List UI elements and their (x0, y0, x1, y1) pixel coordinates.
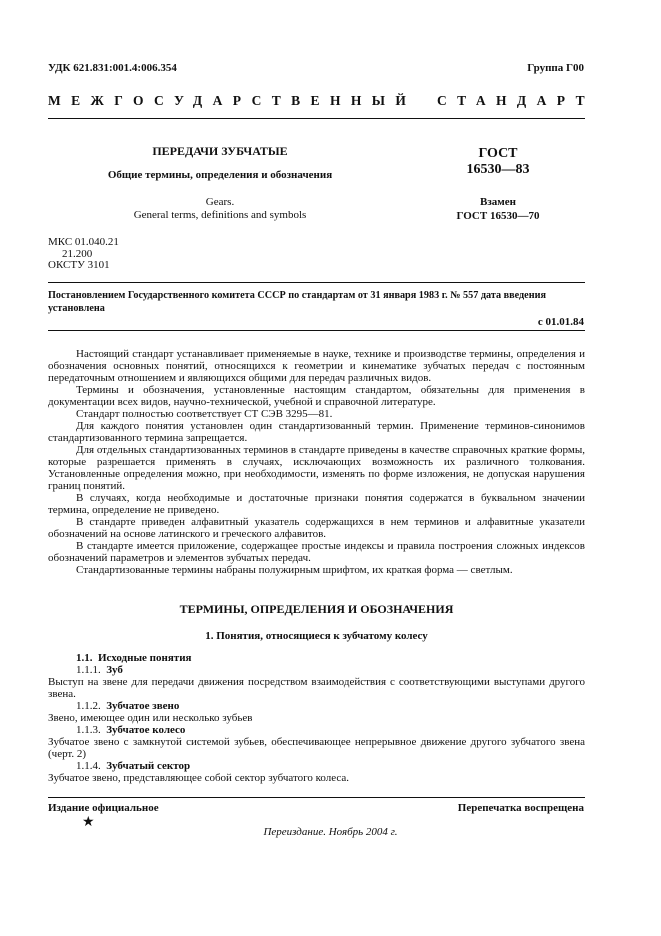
intro-paragraph: Для отдельных стандартизованных терминов в стандарте приведены в качестве справочных краткие формы, которые разрешается применять в случаях, исключающих возможность их различного толкования. Установленные определения можно, при необходимости, изменять по форме изложения, не допуская нарушения границ понятий. (48, 444, 585, 492)
banner-interstate: МЕЖГОСУДАРСТВЕННЫЙ (48, 93, 417, 108)
decree-text: Постановлением Государственного комитета СССР по стандартам от 31 января 1983 г. № 557 дата введения установлена (48, 290, 546, 314)
term-heading (48, 724, 585, 736)
udk-code: УДК 621.831:001.4:006.354 (48, 62, 177, 74)
terms-heading-number: 1.1. (76, 652, 93, 664)
mks-code-1: МКС 01.040.21 (48, 236, 119, 248)
mks-code-2: 21.200 (62, 247, 93, 260)
footer-rule (48, 797, 585, 798)
replaces-label: Взамен (480, 196, 516, 208)
reissue-note: Переиздание. Ноябрь 2004 г. (263, 826, 398, 838)
term-definition: Звено, имеющее один или несколько зубьев (48, 712, 253, 724)
group-code: Группа Г00 (527, 62, 584, 74)
document-title: ПЕРЕДАЧИ ЗУБЧАТЫЕ (152, 144, 288, 158)
document-subtitle: Общие термины, определения и обозначения (107, 169, 333, 181)
decree-rule (48, 330, 585, 331)
terms-heading-label: Исходные понятия (98, 652, 192, 664)
term-name: Зубчатый сектор (106, 760, 191, 772)
term-name: Зубчатое звено (106, 700, 180, 712)
classification-codes (48, 237, 119, 272)
intro-paragraph: Стандарт полностью соответствует СТ СЭВ 3295—81. (76, 408, 333, 420)
term-number: 1.1.4. (76, 760, 101, 772)
term-definition: Зубчатое звено, представляющее собой сектор зубчатого колеса. (48, 772, 350, 784)
term-name: Зуб (106, 664, 123, 676)
introduction-date: с 01.01.84 (537, 316, 584, 328)
intro-paragraph: Настоящий стандарт устанавливает применяемые в науке, технике и производстве термины, определения и обозначения основных понятий, относящихся к геометрии и кинематике зубчатых передач с постоянным передаточным отношением и являющихся общими для передач различных видов. (48, 348, 585, 384)
official-edition: Издание официальное (48, 802, 159, 814)
term-definition: Выступ на звене для передачи движения посредством взаимодействия с соответствующими выступами другого звена. (48, 676, 585, 700)
okstu-code: ОКСТУ 3101 (48, 259, 110, 271)
term-number: 1.1.2. (76, 700, 101, 712)
terms-list (48, 652, 585, 784)
intro-paragraph: Термины и обозначения, установленные настоящим стандартом, обязательны для применения в документации всех видов, научно-технической, учебной и справочной литературе. (48, 384, 585, 408)
intro-paragraph: В стандарте имеется приложение, содержащее простые индексы и правила построения сложных индексов обозначений параметров и элементов зубчатых передач. (48, 540, 585, 564)
term-definition: Зубчатое звено с замкнутой системой зубьев, обеспечивающее непрерывное движение другого зубчатого звена (черт. 2) (48, 736, 585, 760)
banner-standard: СТАНДАРТ (437, 93, 595, 108)
english-title-line-1: Gears. (205, 196, 235, 208)
terms-heading (48, 652, 585, 664)
intro-paragraph: В стандарте приведен алфавитный указатель содержащихся в нем терминов и алфавитные указатели обозначений на основе латинского и греческого алфавитов. (48, 516, 585, 540)
intro-paragraph: Стандартизованные термины набраны полужирным шрифтом, их краткая форма — светлым. (76, 564, 513, 576)
intro-paragraph: Для каждого понятия установлен один стандартизованный термин. Применение терминов-синонимов стандартизованного термина запрещается. (48, 420, 585, 444)
codes-rule (48, 282, 585, 283)
section-subtitle: 1. Понятия, относящиеся к зубчатому колесу (205, 630, 428, 642)
gost-label: ГОСТ (478, 146, 518, 161)
term-heading (48, 760, 585, 772)
term-heading (48, 664, 585, 676)
star-icon: ★ (82, 815, 95, 830)
header-rule (48, 118, 585, 119)
term-number: 1.1.1. (76, 664, 101, 676)
english-title (80, 196, 360, 222)
intro-paragraph: В случаях, когда необходимые и достаточные признаки понятия содержатся в буквальном значении термина, определение не приведено. (48, 492, 585, 516)
reprint-prohibited: Перепечатка воспрещена (457, 802, 584, 814)
term-number: 1.1.3. (76, 724, 101, 736)
section-title: ТЕРМИНЫ, ОПРЕДЕЛЕНИЯ И ОБОЗНАЧЕНИЯ (179, 602, 454, 616)
term-name: Зубчатое колесо (106, 724, 186, 736)
intro-text (48, 348, 585, 576)
english-title-line-2: General terms, definitions and symbols (133, 209, 307, 221)
gost-number: 16530—83 (466, 162, 530, 177)
gost-designation (438, 146, 558, 178)
term-heading (48, 700, 585, 712)
replaces-block (438, 195, 558, 223)
replaces-number: ГОСТ 16530—70 (456, 210, 540, 222)
